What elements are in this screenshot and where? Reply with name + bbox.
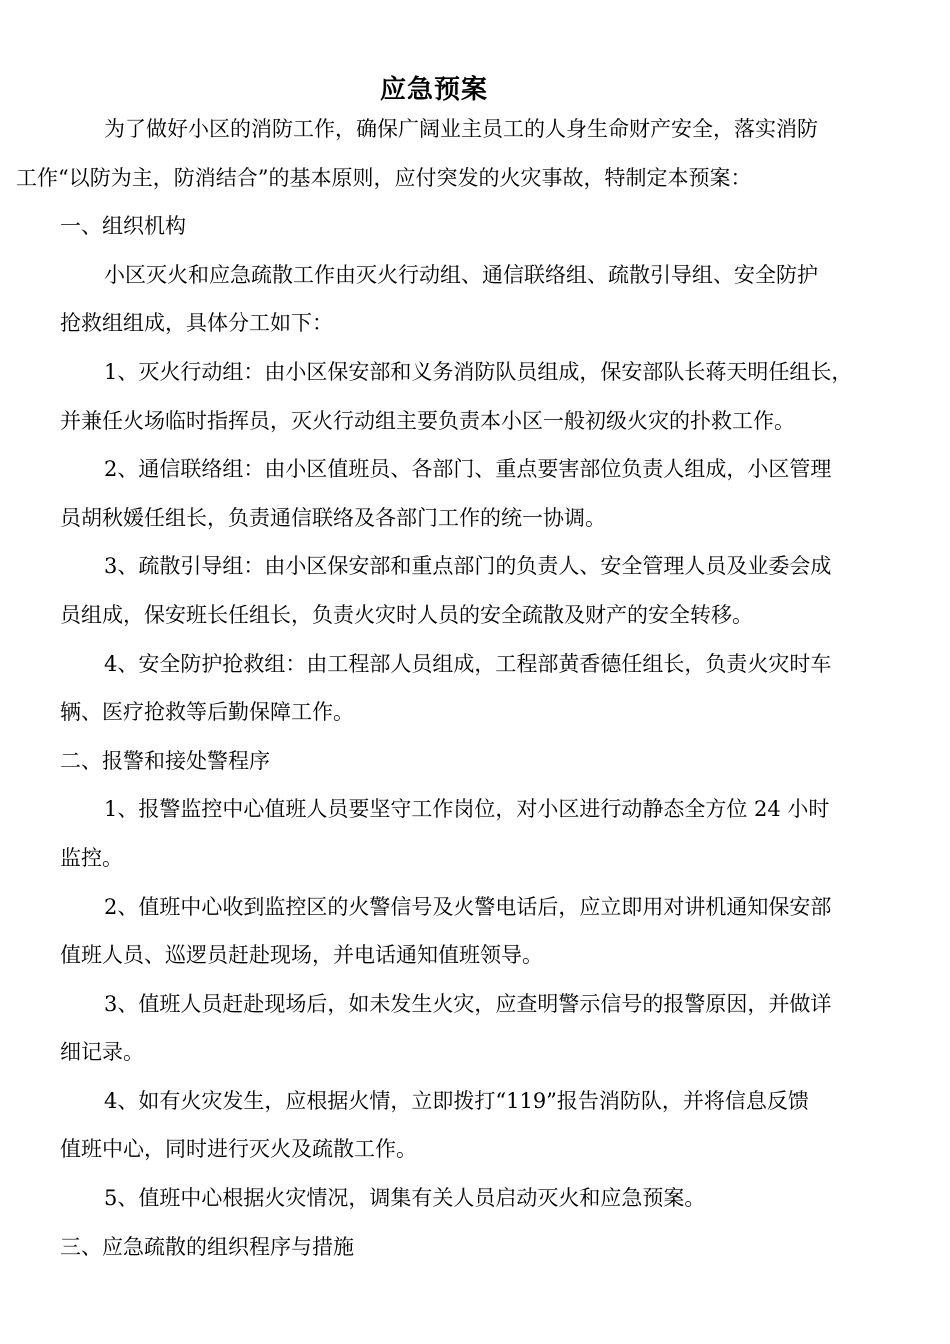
section-1-heading-text: 一、组织机构 — [60, 214, 186, 239]
section-1-item-4-line-2: 辆、医疗抢救等后勤保障工作。 — [60, 700, 354, 725]
section-1-item-1-line-2: 并兼任火场临时指挥员，灭火行动组主要负责本小区一般初级火灾的扑救工作。 — [60, 408, 795, 433]
section-1-item-3-line-1: 3、疏散引导组：由小区保安部和重点部门的负责人、安全管理人员及业委会成 — [104, 554, 832, 579]
section-2-item-4-line-2: 值班中心，同时进行灭火及疏散工作。 — [60, 1137, 417, 1162]
section-2-item-2-line-2: 值班人员、巡逻员赶赴现场，并电话通知值班领导。 — [60, 943, 543, 968]
section-2-heading — [60, 737, 890, 786]
section-1-item-4 — [60, 640, 890, 737]
section-2-item-5 — [60, 1174, 890, 1223]
section-2-item-1-line-2: 监控。 — [60, 845, 123, 870]
section-2-item-1-line-1: 1、报警监控中心值班人员要坚守工作岗位，对小区进行动静态全方位 24 小时 — [104, 797, 830, 822]
document-body — [16, 105, 890, 1271]
section-1-heading — [60, 202, 890, 251]
section-2-item-3 — [60, 980, 890, 1077]
section-3-heading-text: 三、应急疏散的组织程序与措施 — [60, 1234, 354, 1259]
section-2-item-3-line-1: 3、值班人员赶赴现场后，如未发生火灾，应查明警示信号的报警原因，并做详 — [104, 991, 832, 1016]
document-title: 应急预案 — [379, 75, 488, 105]
section-2-item-4 — [60, 1077, 890, 1174]
section-1-item-3-line-2: 员组成，保安班长任组长，负责火灾时人员的安全疏散及财产的安全转移。 — [60, 602, 753, 627]
section-1-intro — [60, 251, 890, 348]
section-1-item-1-line-1: 1、灭火行动组：由小区保安部和义务消防队员组成，保安部队长蒋天明任组长， — [104, 359, 853, 384]
section-1-intro-line-2: 抢救组组成，具体分工如下： — [60, 311, 333, 336]
section-1-item-2 — [60, 445, 890, 542]
section-1-item-2-line-2: 员胡秋媛任组长，负责通信联络及各部门工作的统一协调。 — [60, 505, 606, 530]
section-2-item-2 — [60, 883, 890, 980]
intro-paragraph — [16, 105, 890, 202]
section-2-heading-text: 二、报警和接处警程序 — [60, 748, 270, 773]
section-3-heading — [60, 1223, 890, 1272]
section-1-item-4-line-1: 4、安全防护抢救组：由工程部人员组成，工程部黄香德任组长，负责火灾时车 — [104, 651, 832, 676]
section-2-item-4-line-1: 4、如有火灾发生，应根据火情，立即拨打“119”报告消防队，并将信息反馈 — [104, 1088, 809, 1113]
section-2-item-2-line-1: 2、值班中心收到监控区的火警信号及火警电话后，应立即用对讲机通知保安部 — [104, 894, 832, 919]
section-1-item-3 — [60, 542, 890, 639]
section-2-item-3-line-2: 细记录。 — [60, 1040, 144, 1065]
section-1-item-1 — [60, 348, 890, 445]
section-2-item-1 — [60, 785, 890, 882]
section-1-intro-line-1: 小区灭火和应急疏散工作由灭火行动组、通信联络组、疏散引导组、安全防护 — [104, 262, 818, 287]
intro-line-1: 为了做好小区的消防工作，确保广阔业主员工的人身生命财产安全，落实消防 — [104, 117, 818, 141]
section-2-item-5-line-1: 5、值班中心根据火灾情况，调集有关人员启动灭火和应急预案。 — [104, 1186, 706, 1211]
section-1-item-2-line-1: 2、通信联络组：由小区值班员、各部门、重点要害部位负责人组成，小区管理 — [104, 457, 832, 482]
intro-line-2: 工作“以防为主，防消结合”的基本原则，应付突发的火灾事故，特制定本预案： — [16, 165, 752, 190]
